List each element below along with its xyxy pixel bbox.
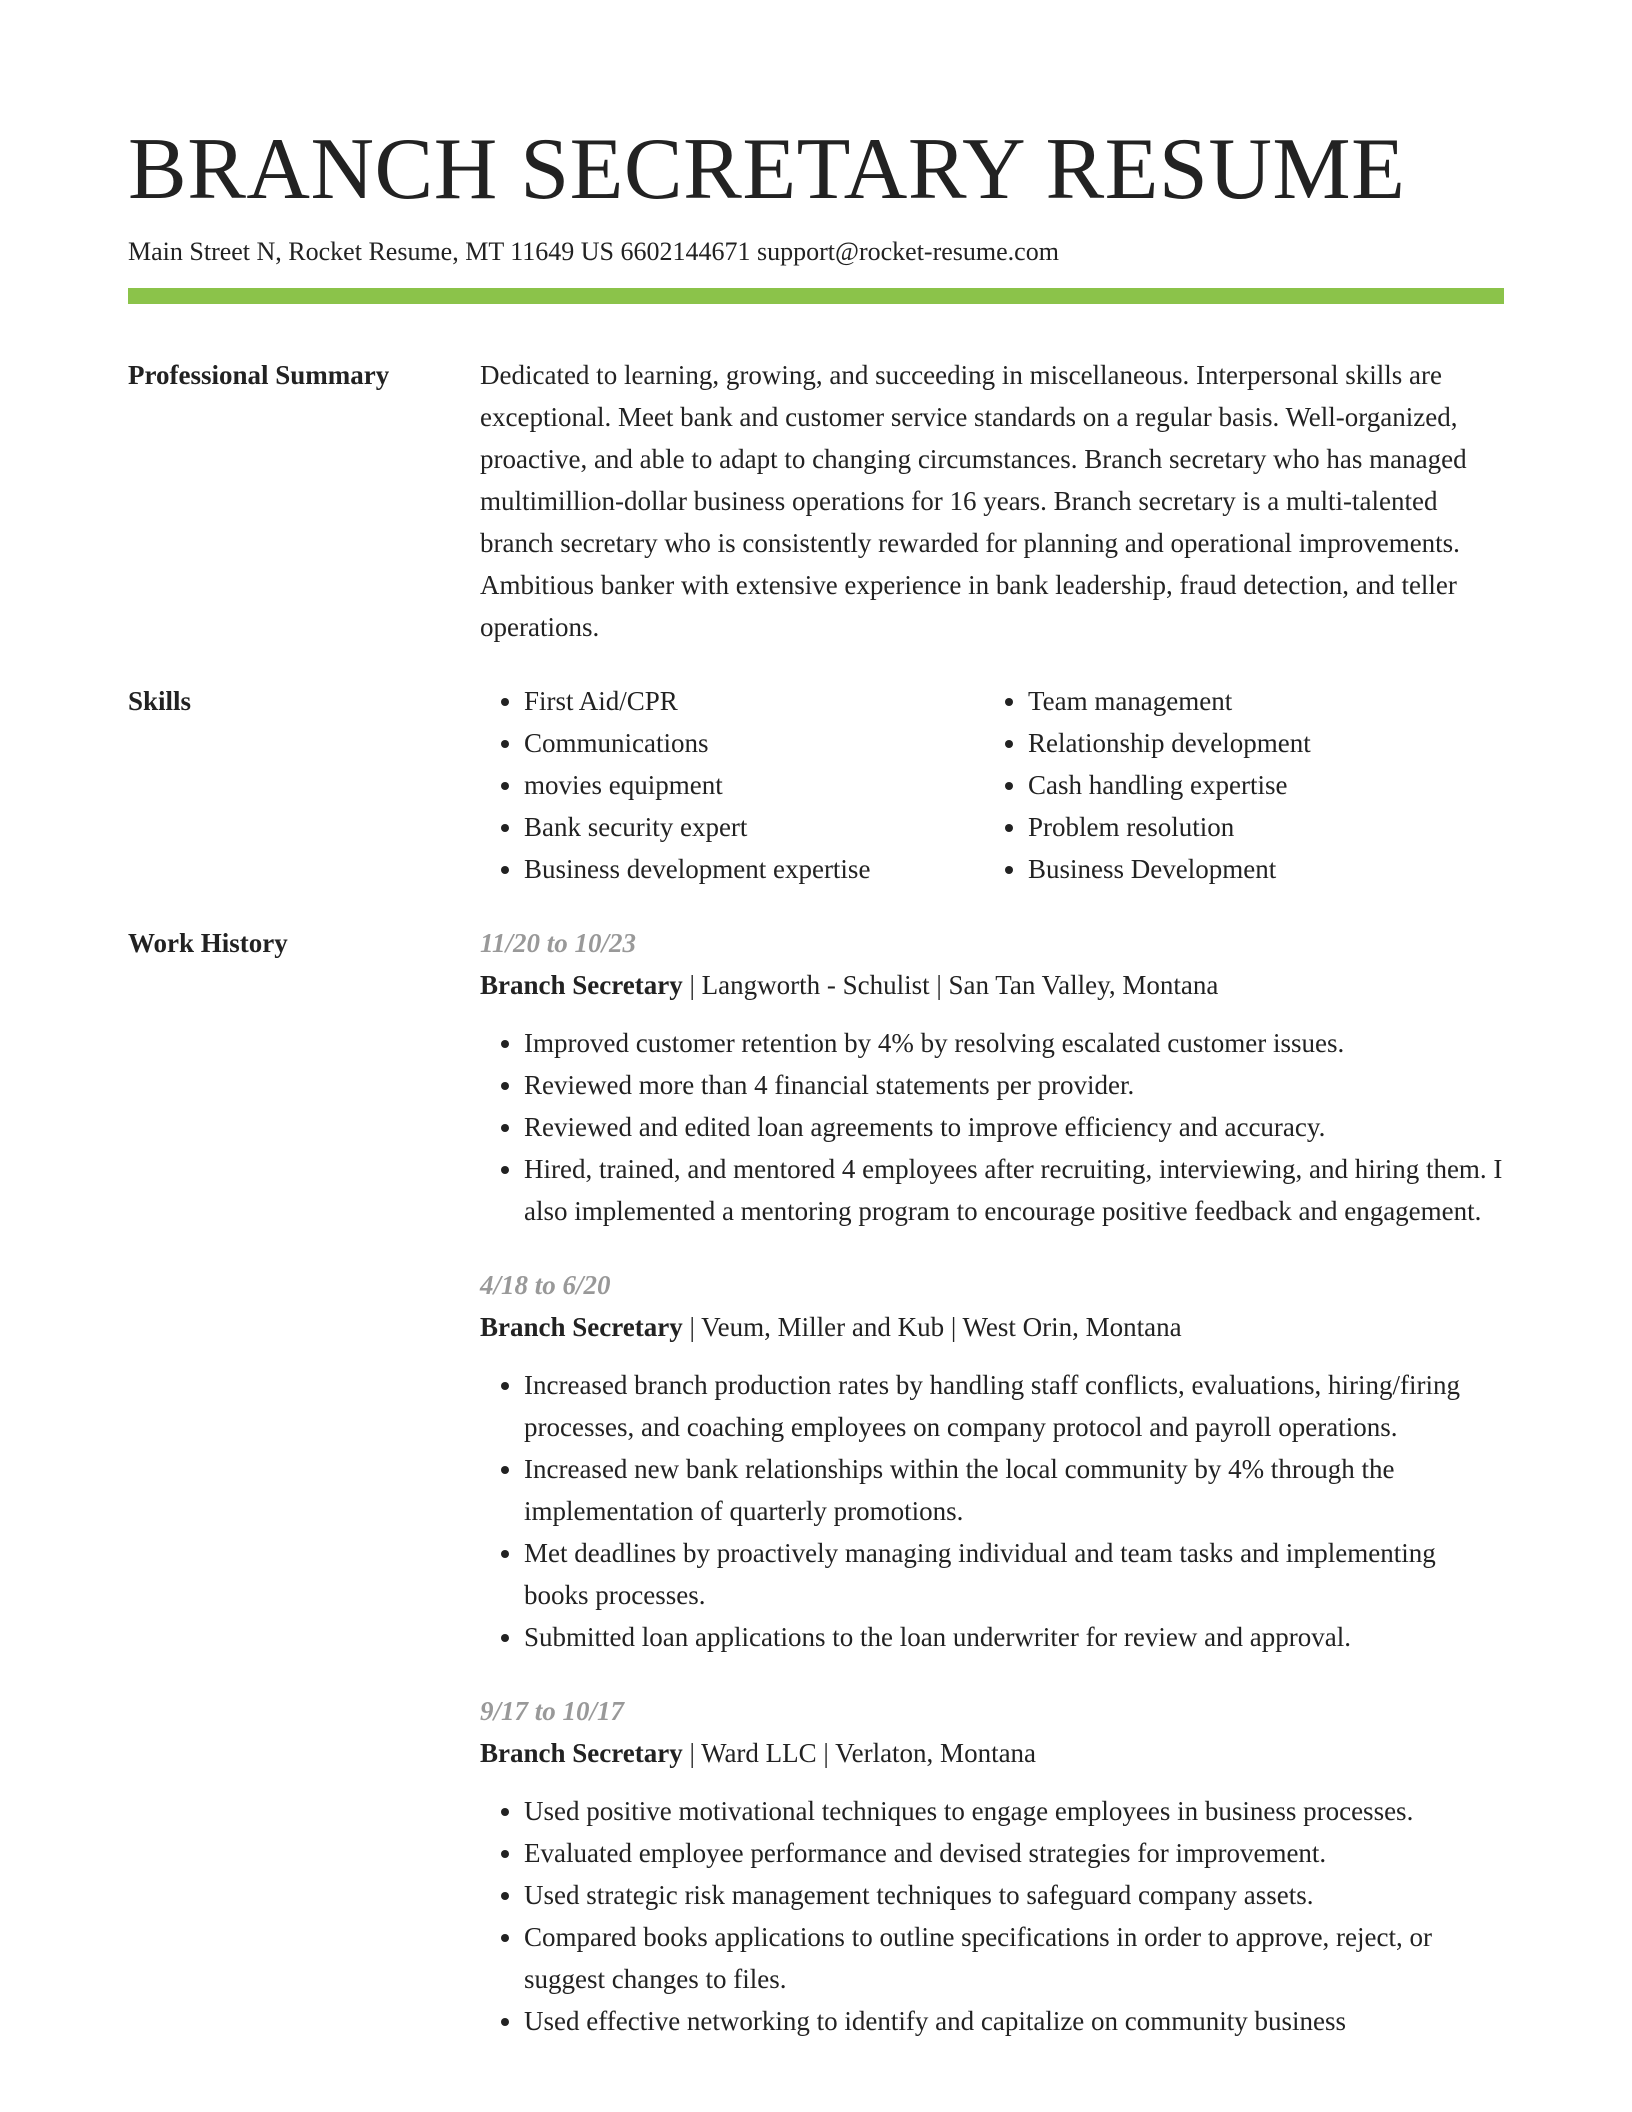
skill-item: • Business Development [1028, 848, 1488, 890]
skill-item: • Team management [1028, 680, 1488, 722]
job-heading [480, 1306, 1504, 1348]
job-bullet: • Met deadlines by proactively managing individual and team tasks and implementing books processes. [524, 1532, 1504, 1616]
job-company: Langworth - Schulist [701, 970, 930, 1000]
separator: | [682, 970, 702, 1000]
job-company: Veum, Miller and Kub [701, 1312, 945, 1342]
job-heading [480, 964, 1504, 1006]
job-bullet: • Increased branch production rates by handling staff conflicts, evaluations, hiring/firing processes, and coaching employees on company protocol and payroll operations. [524, 1364, 1504, 1448]
skill-item: • Business development expertise [524, 848, 984, 890]
job-bullet-list [480, 1790, 1504, 2042]
skills-column-left [480, 680, 984, 890]
skill-item: • Cash handling expertise [1028, 764, 1488, 806]
job-heading [480, 1732, 1504, 1774]
skill-item: • movies equipment [524, 764, 984, 806]
skills-label: Skills [128, 686, 192, 716]
skills-section [128, 680, 1504, 890]
summary-section [128, 354, 1504, 648]
job-entry [480, 1690, 1504, 2042]
job-title: Branch Secretary [480, 1738, 683, 1768]
separator: | [929, 970, 949, 1000]
separator: | [944, 1312, 963, 1342]
job-bullet-list [480, 1364, 1504, 1658]
work-history-section [128, 922, 1504, 2074]
resume-page [128, 118, 1504, 2074]
job-title: Branch Secretary [480, 970, 683, 1000]
skill-item: • Relationship development [1028, 722, 1488, 764]
job-bullet: • Used positive motivational techniques to engage employees in business processes. [524, 1790, 1504, 1832]
job-dates: 9/17 to 10/17 [480, 1696, 625, 1726]
job-location: San Tan Valley, Montana [948, 970, 1219, 1000]
job-location: West Orin, Montana [962, 1312, 1182, 1342]
job-bullet: • Evaluated employee performance and devised strategies for improvement. [524, 1832, 1504, 1874]
contact-line: Main Street N, Rocket Resume, MT 11649 US 6602144671 support@rocket-resume.com [128, 237, 1059, 266]
skill-item: • First Aid/CPR [524, 680, 984, 722]
separator: | [682, 1738, 702, 1768]
work-history-label: Work History [128, 928, 288, 958]
job-bullet-list [480, 1022, 1504, 1232]
skills-grid [480, 680, 1504, 890]
job-entry [480, 1264, 1504, 1658]
work-history-body [480, 922, 1504, 2074]
job-bullet: • Reviewed more than 4 financial statements per provider. [524, 1064, 1504, 1106]
summary-text: Dedicated to learning, growing, and succeeding in miscellaneous. Interpersonal skills are exceptional. Meet bank and customer service standards on a regular basis. Well-organized, proactive, and able to adapt to changing circumstances. Branch secretary who has managed multimillion-dollar business operations for 16 years. Branch secretary is a multi-talented branch secretary who is consistently rewarded for planning and operational improvements. Ambitious banker with extensive experience in bank leadership, fraud detection, and teller operations. [480, 360, 1467, 642]
job-location: Verlaton, Montana [835, 1738, 1037, 1768]
skill-item: • Problem resolution [1028, 806, 1488, 848]
job-bullet: • Hired, trained, and mentored 4 employees after recruiting, interviewing, and hiring them. I also implemented a mentoring program to encourage positive feedback and engagement. [524, 1148, 1504, 1232]
skill-item: • Communications [524, 722, 984, 764]
job-company: Ward LLC [701, 1738, 817, 1768]
job-dates: 11/20 to 10/23 [480, 928, 637, 958]
accent-rule [128, 288, 1504, 304]
job-bullet: • Reviewed and edited loan agreements to improve efficiency and accuracy. [524, 1106, 1504, 1148]
job-bullet: • Used strategic risk management techniques to safeguard company assets. [524, 1874, 1504, 1916]
job-bullet: • Compared books applications to outline specifications in order to approve, reject, or suggest changes to files. [524, 1916, 1504, 2000]
skills-column-right [984, 680, 1488, 890]
job-bullet: • Increased new bank relationships within the local community by 4% through the implementation of quarterly promotions. [524, 1448, 1504, 1532]
job-bullet: • Improved customer retention by 4% by resolving escalated customer issues. [524, 1022, 1504, 1064]
skill-item: • Bank security expert [524, 806, 984, 848]
job-bullet: • Submitted loan applications to the loan underwriter for review and approval. [524, 1616, 1504, 1658]
separator: | [682, 1312, 702, 1342]
job-bullet: • Used effective networking to identify and capitalize on community business [524, 2000, 1504, 2042]
job-dates: 4/18 to 6/20 [480, 1270, 611, 1300]
job-entry [480, 922, 1504, 1232]
resume-title: BRANCH SECRETARY RESUME [128, 121, 1406, 218]
summary-label: Professional Summary [128, 360, 390, 390]
separator: | [816, 1738, 836, 1768]
job-title: Branch Secretary [480, 1312, 683, 1342]
